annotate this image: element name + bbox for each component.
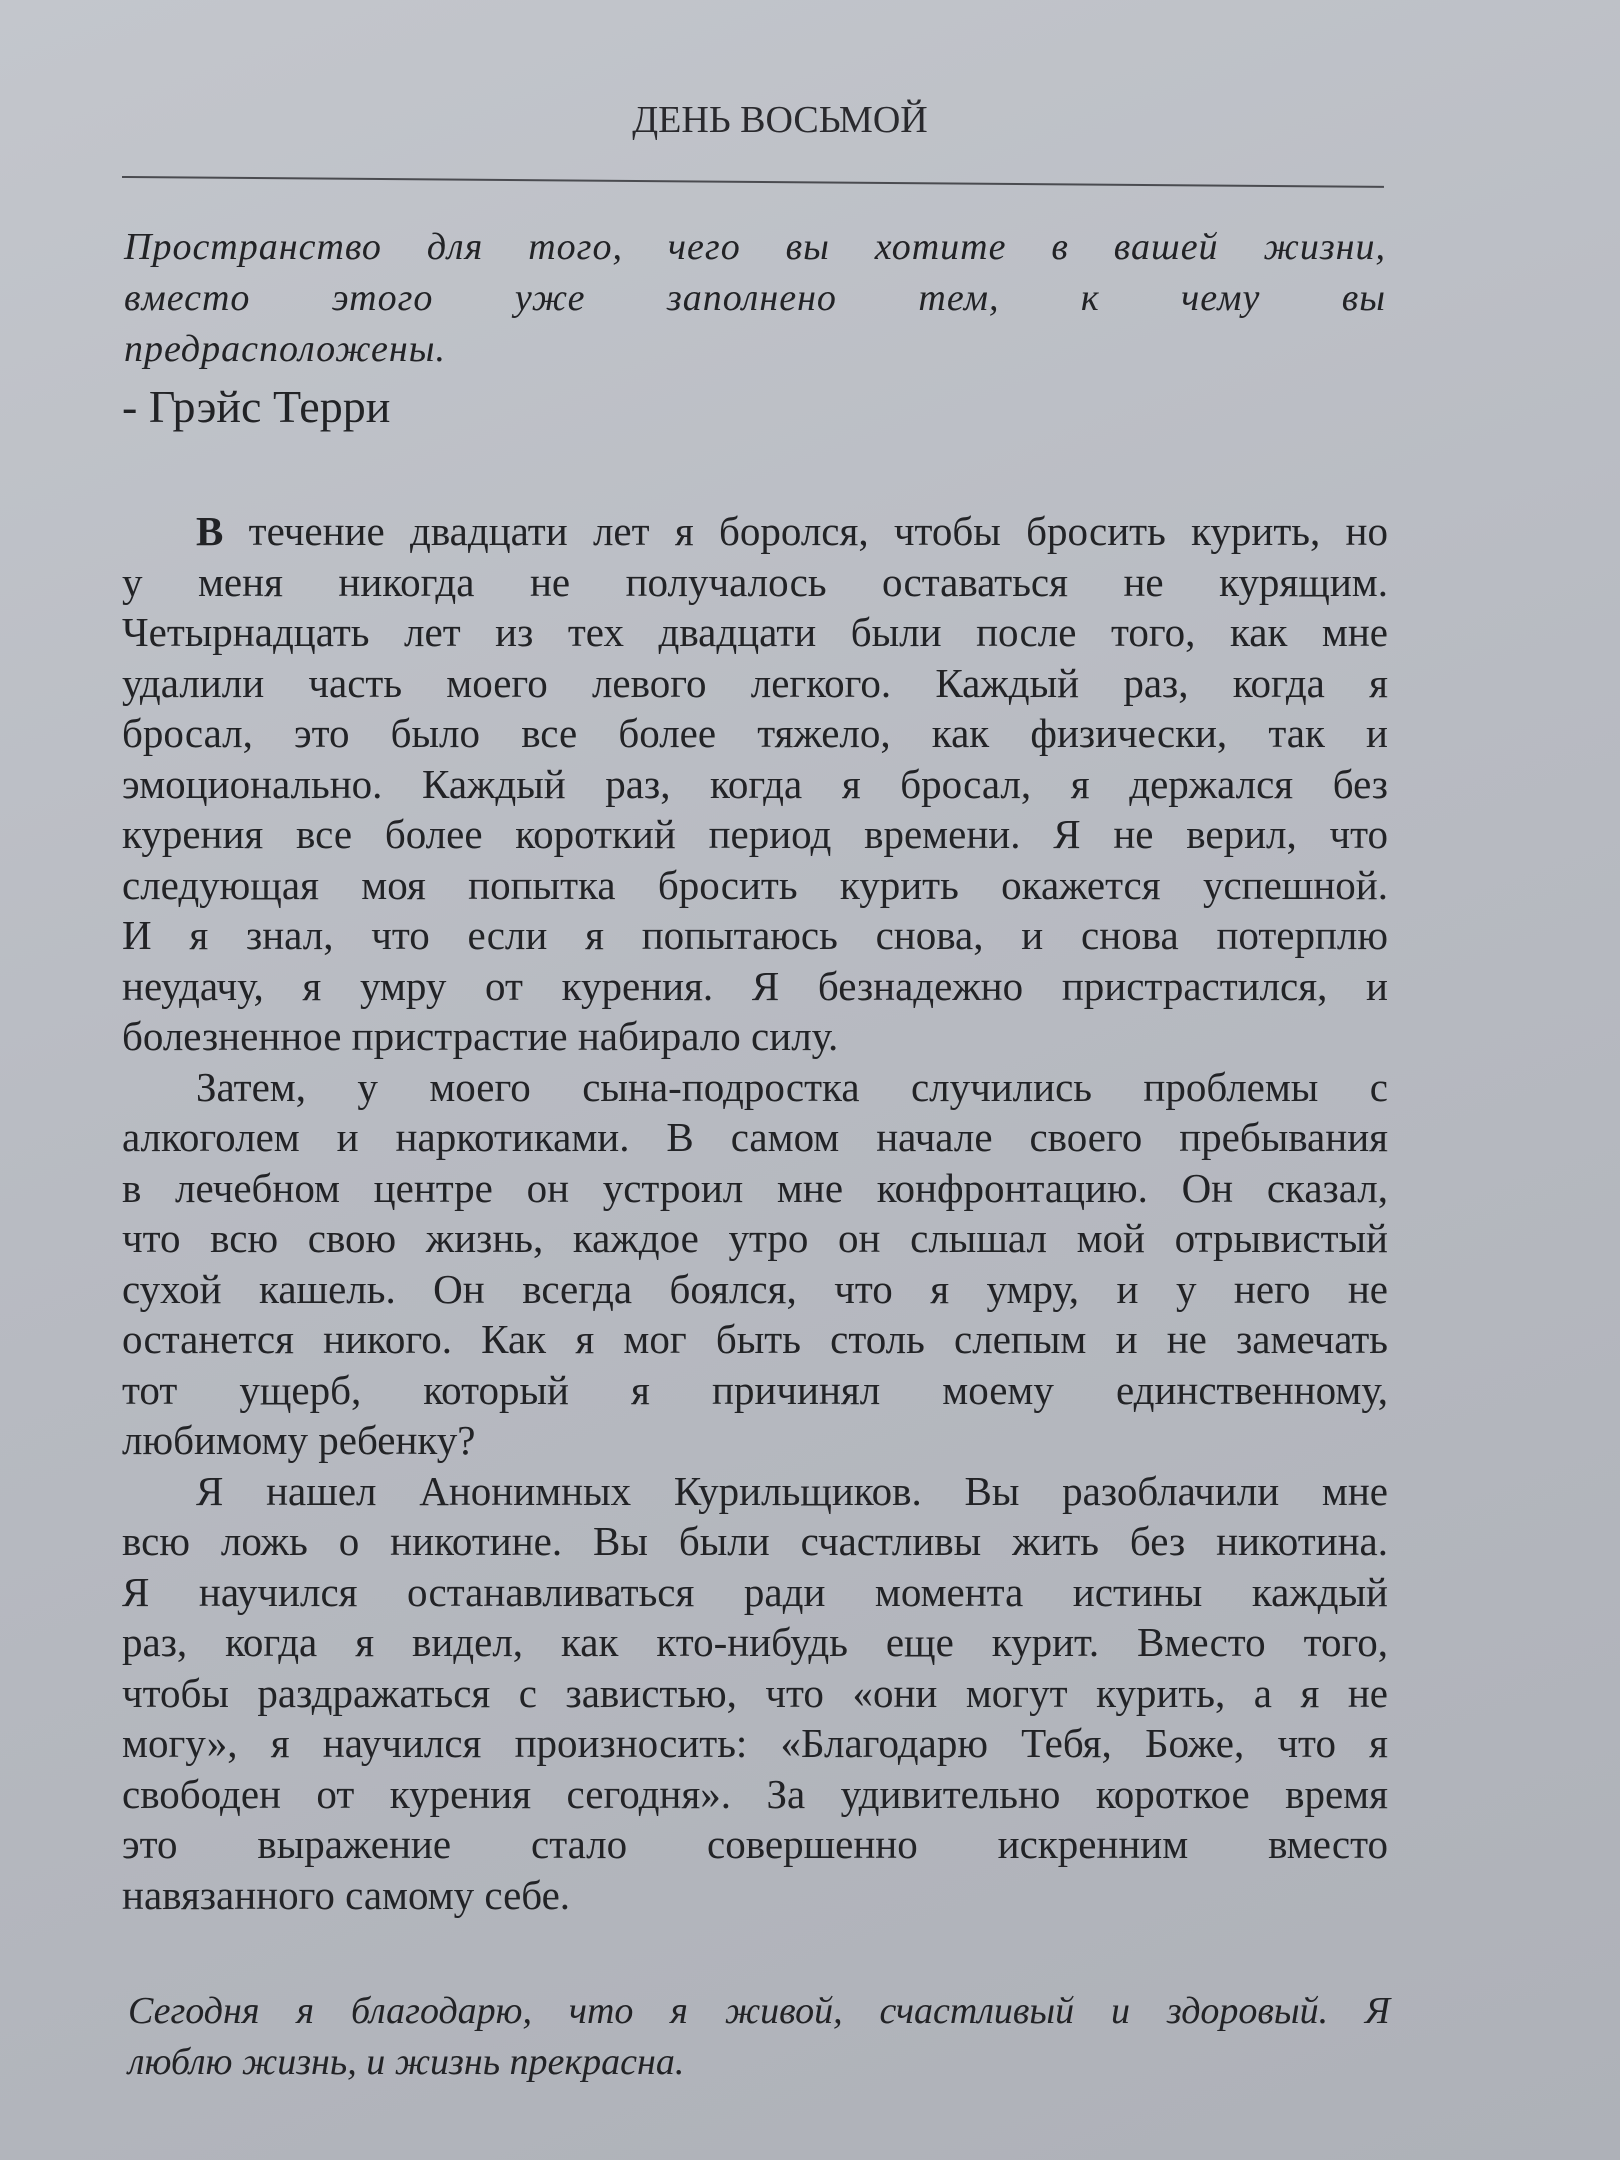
line-text: течение двадцати лет я боролся, чтобы бросить курить, но [223, 508, 1388, 554]
paragraph-line: тот ущерб, который я причинял моему единственному, [122, 1366, 1388, 1413]
paragraph-line: И я знал, что если я попытаюсь снова, и снова потерплю [122, 912, 1388, 958]
paragraph [122, 1062, 1388, 1466]
paragraph [122, 1466, 1388, 1921]
paragraph-line: свободен от курения сегодня». За удивительно короткое время [122, 1770, 1388, 1817]
paragraph-line: бросал, это было все более тяжело, как физически, так и [122, 710, 1388, 756]
paragraph-line: что всю свою жизнь, каждое утро он слышал мой отрывистый [122, 1215, 1388, 1261]
epigraph-line: вместо этого уже заполнено тем, к чему вы [124, 277, 1386, 319]
closing-line: Сегодня я благодарю, что я живой, счастливый и здоровый. Я [128, 1990, 1390, 2032]
paragraph [122, 506, 1388, 1062]
paragraph-line: Затем, у моего сына-подростка случились проблемы с [196, 1063, 1388, 1110]
paragraph-line: Я нашел Анонимных Курильщиков. Вы разоблачили мне [196, 1467, 1388, 1514]
paragraph-line: могу», я научился произносить: «Благодарю Тебя, Боже, что я [122, 1720, 1388, 1766]
initial-letter: В [196, 508, 224, 554]
epigraph-line: предрасположены. [124, 328, 446, 370]
closing-line: люблю жизнь, и жизнь прекрасна. [128, 2040, 685, 2083]
closing-affirmation [128, 1986, 1390, 2087]
paragraph-line: курения все более короткий период времени. Я не верил, что [122, 811, 1388, 857]
page-header: ДЕНЬ ВОСЬМОЙ [632, 99, 928, 141]
body-text [122, 506, 1388, 1920]
header-divider [122, 176, 1384, 188]
paragraph-line: эмоционально. Каждый раз, когда я бросал, я держался без [122, 760, 1388, 807]
paragraph-line: останется никого. Как я мог быть столь слепым и не замечать [122, 1316, 1388, 1362]
epigraph-author: - Грэйс Терри [122, 381, 391, 432]
paragraph-line: любимому ребенку? [122, 1417, 476, 1463]
paragraph-line: чтобы раздражаться с завистью, что «они могут курить, а я не [122, 1669, 1388, 1716]
paragraph-line: в лечебном центре он устроил мне конфронтацию. Он сказал, [122, 1164, 1388, 1211]
paragraph-line: Четырнадцать лет из тех двадцати были после того, как мне [122, 609, 1388, 655]
paragraph-line: болезненное пристрастие набирало силу. [122, 1013, 839, 1059]
paragraph-line: раз, когда я видел, как кто-нибудь еще курит. Вместо того, [122, 1619, 1388, 1665]
paragraph-line: Я научился останавливаться ради момента истины каждый [122, 1568, 1388, 1615]
paragraph-line: сухой кашель. Он всегда боялся, что я умру, и у него не [122, 1265, 1388, 1312]
paragraph-line: неудачу, я умру от курения. Я безнадежно пристрастился, и [122, 962, 1388, 1009]
paragraph-line: навязанного самому себе. [122, 1871, 571, 1918]
paragraph-line: это выражение стало совершенно искренним вместо [122, 1821, 1388, 1867]
paragraph-line: всю ложь о никотине. Вы были счастливы жить без никотина. [122, 1518, 1388, 1564]
paragraph-line: удалили часть моего левого легкого. Каждый раз, когда я [122, 659, 1388, 706]
paragraph-line: следующая моя попытка бросить курить окажется успешной. [122, 861, 1388, 908]
epigraph-quote [124, 222, 1386, 375]
paragraph-line: у меня никогда не получалось оставаться не курящим. [122, 558, 1388, 605]
paragraph-line: алкоголем и наркотиками. В самом начале своего пребывания [122, 1114, 1388, 1160]
epigraph-line: Пространство для того, чего вы хотите в вашей жизни, [124, 226, 1386, 268]
paragraph-line [122, 506, 1388, 557]
